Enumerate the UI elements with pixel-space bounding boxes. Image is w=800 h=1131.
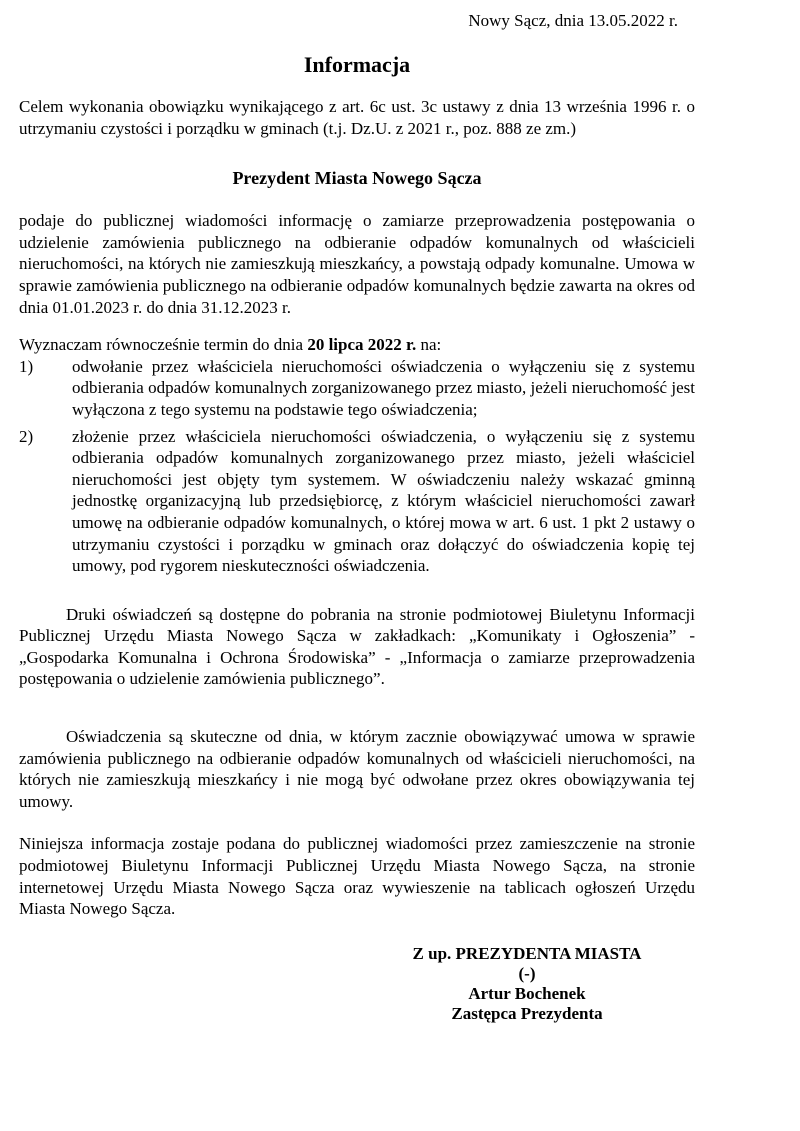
paragraph-forms-download: Druki oświadczeń są dostępne do pobrania na stronie podmiotowej Biuletynu Informacji Publicznej Urzędu Miasta Nowego Sącza w zakładkach: „Komunikaty i Ogłoszenia” - „Gospodarka Komunalna i Ochrona Środowiska” - „Informacja o zamiarze przeprowadzenia postępowania o udzielenie zamówienia publicznego”.: [19, 604, 695, 689]
deadline-suffix: na:: [416, 335, 442, 355]
list-item-1-text: odwołanie przez właściciela nieruchomości oświadczenia o wyłączeniu się z systemu odbierania odpadów komunalnych zorganizowanego przez miasto, jeżeli nieruchomość jest wyłączona z tego systemu na podstawie tego oświadczenia;: [72, 356, 695, 419]
authority-heading: Prezydent Miasta Nowego Sącza: [232, 168, 482, 189]
intro-paragraph: Celem wykonania obowiązku wynikającego z art. 6c ust. 3c ustawy z dnia 13 września 1996 r. o utrzymaniu czystości i porządku w gminach (t.j. Dz.U. z 2021 r., poz. 888 ze zm.): [19, 97, 695, 138]
announcement-paragraph: podaje do publicznej wiadomości informację o zamiarze przeprowadzenia postępowania o udzielenie zamówienia publicznego na odbieranie odpadów komunalnych od właścicieli nieruchomości, na których nie zamieszkują mieszkańcy, a powstają odpady komunalne. Umowa w sprawie zamówienia publicznego na odbieranie odpadów komunalnych będzie zawarta na okres od dnia 01.01.2023 r. do dnia 31.12.2023 r.: [19, 211, 695, 317]
deadline-line: [19, 334, 695, 356]
signature-block: [347, 944, 707, 1024]
document-title: Informacja: [303, 52, 411, 77]
list-item: [19, 356, 695, 421]
list-marker-1: 1): [19, 356, 34, 376]
signature-placeholder-dash: (-): [518, 963, 536, 983]
list-marker-2: 2): [19, 426, 34, 446]
list-item: [19, 426, 695, 577]
paragraph-publication-notice: Niniejsza informacja zostaje podana do publicznej wiadomości przez zamieszczenie na stronie podmiotowej Biuletynu Informacji Publicznej Urzędu Miasta Nowego Sącza, na stronie internetowej Urzędu Miasta Nowego Sącza oraz wywieszenie na tablicach ogłoszeń Urzędu Miasta Nowego Sącza.: [19, 834, 695, 919]
deadline-date: 20 lipca 2022 r.: [307, 335, 417, 355]
list-item-2-text: złożenie przez właściciela nieruchomości oświadczenia, o wyłączeniu się z systemu odbierania odpadów komunalnych zorganizowanego przez miasto, jeżeli właściciel nieruchomości jest objęty tym systemem. W oświadczeniu należy wskazać gminną jednostkę organizacyjną lub przedsiębiorcę, z którym właściciel nieruchomości zawarł umowę na odbieranie odpadów komunalnych, o której mowa w art. 6 ust. 1 pkt 2 ustawy o utrzymaniu czystości i porządku w gminach oraz dołączyć do oświadczenia kopię tej umowy, pod rygorem nieskuteczności oświadczenia.: [72, 426, 695, 576]
numbered-list: [19, 356, 695, 577]
date-line: Nowy Sącz, dnia 13.05.2022 r.: [468, 11, 678, 30]
signature-name: Artur Bochenek: [468, 983, 586, 1003]
signature-authority: Z up. PREZYDENTA MIASTA: [412, 943, 642, 963]
paragraph-statements-effective: Oświadczenia są skuteczne od dnia, w którym zacznie obowiązywać umowa w sprawie zamówienia publicznego na odbieranie odpadów komunalnych od właścicieli nieruchomości, na których nie zamieszkują mieszkańcy i nie mogą być odwołane przez okres obowiązywania tej umowy.: [19, 727, 695, 811]
signature-role: Zastępca Prezydenta: [451, 1003, 603, 1023]
deadline-prefix: Wyznaczam równocześnie termin do dnia: [19, 335, 308, 355]
